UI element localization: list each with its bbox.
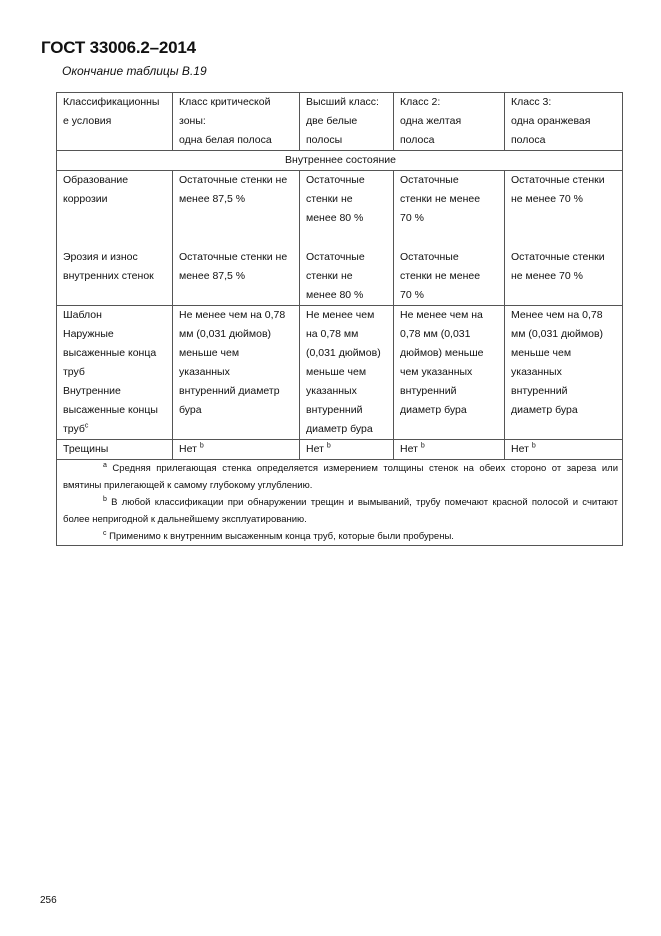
cell-line: внтуренний	[511, 385, 568, 397]
cell-line: Внутренние	[63, 385, 121, 397]
cell-line: мм (0,031 дюймов)	[511, 328, 604, 340]
cell-line: коррозии	[63, 193, 108, 205]
cell-line: чем указанных	[400, 366, 473, 378]
cracks-cell	[300, 440, 394, 460]
cell-line: Класс 3:	[511, 96, 552, 108]
cell-line: труб	[63, 423, 85, 435]
cracks-cell	[173, 440, 300, 460]
header-cell	[57, 93, 173, 151]
cell-line: бура	[179, 404, 202, 416]
page-number: 256	[40, 895, 57, 906]
cell-line: зоны:	[179, 115, 206, 127]
cell-line: Менее чем на 0,78	[511, 309, 603, 321]
footnote	[63, 460, 618, 494]
cell-line: указанных	[306, 385, 357, 397]
cell-line: (0,031 дюймов)	[306, 347, 381, 359]
cell-line: не менее 70 %	[511, 193, 583, 205]
cell-line: Высший класс:	[306, 96, 379, 108]
classification-table	[56, 92, 623, 546]
cell-line: Наружные	[63, 328, 114, 340]
cell-line: одна желтая	[400, 115, 462, 127]
cell-line: Остаточные стенки	[511, 251, 605, 263]
table-caption: Окончание таблицы В.19	[62, 64, 207, 78]
footnote-mark: c	[84, 422, 89, 430]
header-cell	[394, 93, 505, 151]
cell-line: высаженные концы	[63, 404, 158, 416]
cell-line: мм (0,031 дюймов)	[179, 328, 272, 340]
cell-line: Классификационны	[63, 96, 160, 108]
cell-line: менее 87,5 %	[179, 193, 246, 205]
footnote-mark: b	[326, 442, 331, 450]
footnote-text: В любой классификации при обнаружении трещин и вымываний, трубу помечают красной полосой и считают более непригодной к дальнейшему эксплуатированию.	[63, 497, 618, 525]
cell-line: диаметр бура	[400, 404, 467, 416]
footnote-mark: a	[103, 461, 107, 469]
footnote-text: Средняя прилегающая стенка определяется измерением толщины стенок на обеих стороно от зареза или вмятины прилегающей к самому глубокому углублению.	[63, 463, 618, 491]
footnote-mark: b	[420, 442, 425, 450]
cell-line: 70 %	[400, 289, 424, 301]
footnotes-cell	[57, 460, 623, 546]
table-cell	[173, 171, 300, 249]
document-code: ГОСТ 33006.2–2014	[41, 38, 196, 57]
table-header-row	[57, 93, 623, 151]
cell-line: стенки не менее	[400, 193, 481, 205]
table-cell	[173, 248, 300, 306]
cell-line: меньше чем	[511, 347, 572, 359]
cell-line: две белые	[306, 115, 358, 127]
cracks-value: Нет	[511, 443, 529, 455]
cracks-value: Нет	[306, 443, 324, 455]
cell-line: менее 80 %	[306, 212, 364, 224]
classification-table-wrapper	[56, 92, 622, 546]
cell-line: внутренних стенок	[63, 270, 154, 282]
table-cell	[505, 171, 623, 249]
footnote-mark: b	[531, 442, 536, 450]
cell-line: Остаточные	[306, 174, 365, 186]
header-cell	[505, 93, 623, 151]
cell-line: Остаточные стенки	[511, 174, 605, 186]
row-label	[57, 306, 173, 440]
section-row	[57, 151, 623, 171]
cell-line: стенки не	[306, 193, 353, 205]
table-cell	[300, 248, 394, 306]
cell-line: стенки не	[306, 270, 353, 282]
cell-line: одна белая полоса	[179, 134, 272, 146]
table-cell	[394, 306, 505, 440]
cell-line: меньше чем	[179, 347, 240, 359]
table-cell	[173, 306, 300, 440]
table-row	[57, 248, 623, 306]
cell-line: Не менее чем	[306, 309, 375, 321]
footnote-mark: b	[199, 442, 204, 450]
header-cell	[173, 93, 300, 151]
cell-line: Образование	[63, 174, 129, 186]
cell-line: Остаточные стенки не	[179, 174, 288, 186]
table-cell	[300, 171, 394, 249]
footnote-mark: c	[103, 529, 107, 537]
footnote	[63, 528, 618, 545]
footnote-text: Применимо к внутренним высаженным конца труб, которые были пробурены.	[109, 531, 454, 542]
cell-line: Не менее чем на	[400, 309, 483, 321]
row-label	[57, 248, 173, 306]
cell-line: 70 %	[400, 212, 424, 224]
cell-line: дюймов) меньше	[400, 347, 484, 359]
cell-line: е условия	[63, 115, 112, 127]
cell-line: указанных	[179, 366, 230, 378]
cell-line: Шаблон	[63, 309, 102, 321]
cell-line: Класс 2:	[400, 96, 441, 108]
cell-line: Остаточные	[306, 251, 365, 263]
cell-line: меньше чем	[306, 366, 367, 378]
cell-line: диаметр бура	[306, 423, 373, 435]
cell-line: внтуренний	[306, 404, 363, 416]
footnote	[63, 494, 618, 528]
header-cell	[300, 93, 394, 151]
cell-line: Остаточные	[400, 174, 459, 186]
cell-line: 0,78 мм (0,031	[400, 328, 471, 340]
cell-line: одна оранжевая	[511, 115, 591, 127]
cell-line: внтуренний	[400, 385, 457, 397]
section-title: Внутреннее состояние	[57, 151, 623, 171]
cell-line: Остаточные стенки не	[179, 251, 288, 263]
cell-line: указанных	[511, 366, 562, 378]
cell-line: Эрозия и износ	[63, 251, 138, 263]
table-cell	[505, 248, 623, 306]
cell-line: внтуренний диаметр	[179, 385, 280, 397]
row-label: Трещины	[57, 440, 173, 460]
table-cell	[394, 171, 505, 249]
cell-line: менее 80 %	[306, 289, 364, 301]
cracks-cell	[505, 440, 623, 460]
table-cell	[300, 306, 394, 440]
cell-line: полоса	[511, 134, 546, 146]
footnote-mark: b	[103, 495, 107, 503]
cell-line: труб	[63, 366, 85, 378]
cell-line: Класс критической	[179, 96, 271, 108]
table-row	[57, 306, 623, 440]
notes-row	[57, 460, 623, 546]
row-label	[57, 171, 173, 249]
cracks-value: Нет	[179, 443, 197, 455]
cracks-row	[57, 440, 623, 460]
table-row	[57, 171, 623, 249]
table-cell	[394, 248, 505, 306]
cell-line: менее 87,5 %	[179, 270, 246, 282]
cell-line: на 0,78 мм	[306, 328, 359, 340]
table-cell	[505, 306, 623, 440]
cell-line: полоса	[400, 134, 435, 146]
cell-line: стенки не менее	[400, 270, 481, 282]
cell-line: полосы	[306, 134, 343, 146]
cell-line: не менее 70 %	[511, 270, 583, 282]
cracks-value: Нет	[400, 443, 418, 455]
cell-line: Не менее чем на 0,78	[179, 309, 286, 321]
cell-line: диаметр бура	[511, 404, 578, 416]
cell-line: высаженные конца	[63, 347, 157, 359]
cell-line: Остаточные	[400, 251, 459, 263]
cracks-cell	[394, 440, 505, 460]
